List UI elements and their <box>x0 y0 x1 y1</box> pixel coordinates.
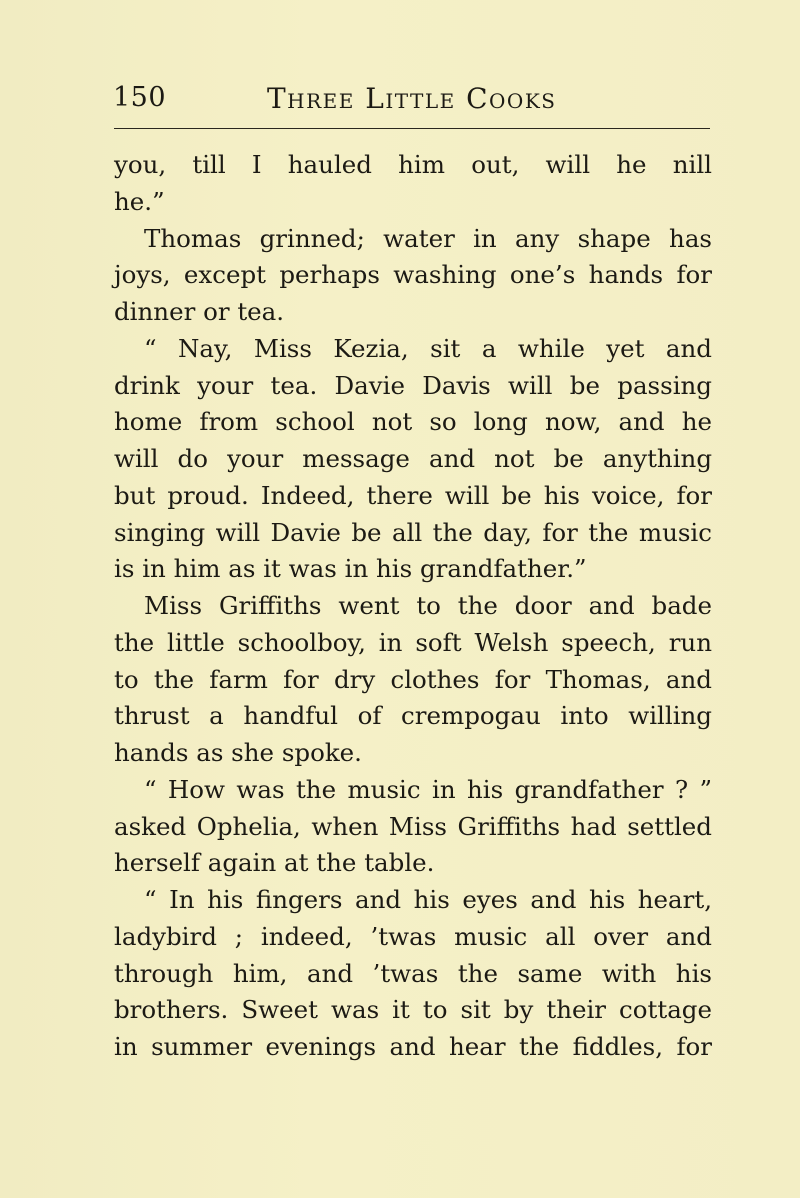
text-line: singing will Davie be all the day, for the music <box>114 517 712 547</box>
text-line: asked Ophelia, when Miss Griffiths had settled <box>114 811 712 841</box>
text-line: Miss Griffiths went to the door and bade <box>144 591 712 620</box>
text-line: to the farm for dry clothes for Thomas, and <box>114 664 712 694</box>
text-line: hands as she spoke. <box>114 738 362 767</box>
text-line: drink your tea. Davie Davis will be passing <box>114 370 712 400</box>
body-text <box>114 147 712 1066</box>
page-number: 150 <box>113 82 167 113</box>
text-line: in summer evenings and hear the fiddles, for <box>114 1032 712 1061</box>
text-line: thrust a handful of crempogau into willing <box>114 701 712 731</box>
text-line: “ In his fingers and his eyes and his heart, <box>144 885 712 914</box>
page-header <box>113 82 710 122</box>
text-line: dinner or tea. <box>114 297 285 326</box>
text-line: brothers. Sweet was it to sit by their cottage <box>114 995 712 1025</box>
text-line: but proud. Indeed, there will be his voice, for <box>114 480 712 510</box>
text-line: he.” <box>114 186 165 216</box>
text-line: will do your message and not be anything <box>114 444 712 473</box>
text-line: joys, except perhaps washing one’s hands for <box>114 260 712 290</box>
text-line: ladybird ; indeed, ’twas music all over and <box>114 921 712 951</box>
running-title: Three Little Cooks <box>267 82 557 115</box>
text-line: “ Nay, Miss Kezia, sit a while yet and <box>144 333 712 363</box>
text-line: herself again at the table. <box>114 848 435 878</box>
text-line: is in him as it was in his grandfather.” <box>114 554 587 584</box>
text-line: home from school not so long now, and he <box>114 407 712 437</box>
header-rule <box>114 128 710 129</box>
text-line: through him, and ’twas the same with his <box>114 958 712 988</box>
text-line: “ How was the music in his grandfather ? ” <box>144 774 712 804</box>
text-line: you, till I hauled him out, will he nill <box>114 150 712 179</box>
text-line: Thomas grinned; water in any shape has <box>144 223 712 253</box>
text-line: the little schoolboy, in soft Welsh speech, run <box>114 627 712 657</box>
